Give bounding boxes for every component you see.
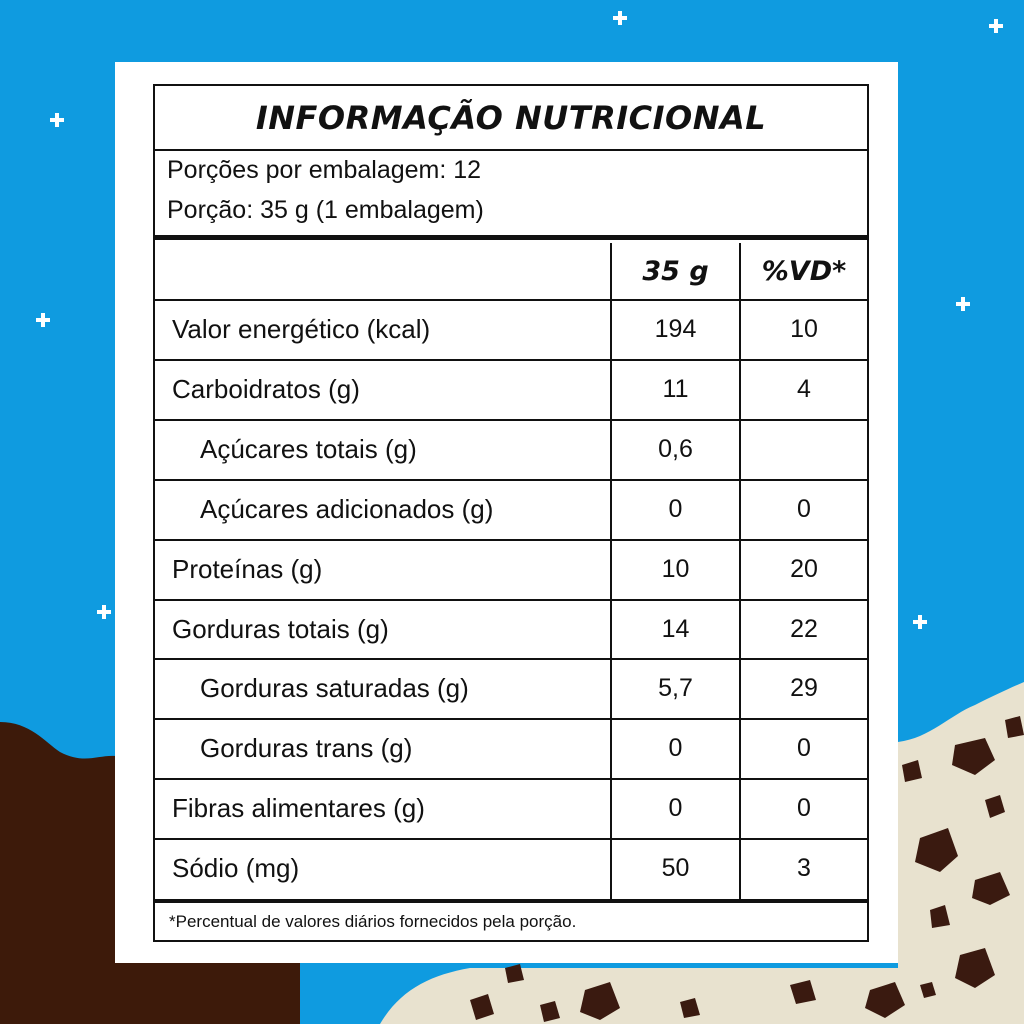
nutrient-name: Proteínas (g): [172, 553, 323, 584]
nutrient-row: [155, 658, 867, 718]
nutrient-daily-value: [741, 421, 867, 478]
nutrient-amount: 11: [662, 374, 689, 403]
column-header-amount: 35 g: [642, 255, 709, 287]
nutrient-amount: 5,7: [658, 674, 693, 703]
nutrient-daily-value: 3: [797, 854, 811, 883]
nutrient-row: [155, 539, 867, 599]
nutrient-daily-value: 4: [797, 374, 811, 403]
nutrient-daily-value: 29: [790, 674, 818, 703]
nutrient-name: Gorduras trans (g): [200, 733, 413, 764]
nutrient-name: Açúcares adicionados (g): [200, 493, 494, 524]
servings-per-package: Porções por embalagem: 12: [167, 156, 482, 184]
nutrient-row: [155, 718, 867, 778]
nutrient-row: [155, 599, 867, 659]
nutrient-amount: 0: [668, 794, 683, 823]
nutrient-name: Gorduras saturadas (g): [200, 673, 469, 704]
nutrient-name: Gorduras totais (g): [172, 613, 389, 644]
nutrient-daily-value: 22: [790, 614, 818, 643]
nutrient-row: [155, 838, 867, 898]
nutrient-amount: 50: [661, 854, 690, 883]
serving-info: [167, 150, 847, 230]
nutrient-name: Fibras alimentares (g): [172, 793, 425, 824]
nutrient-name: Açúcares totais (g): [200, 433, 417, 464]
nutrient-daily-value: 0: [797, 794, 811, 823]
nutrient-name: Valor energético (kcal): [172, 314, 431, 344]
nutrient-name: Carboidratos (g): [172, 373, 360, 404]
nutrient-row: [155, 419, 867, 479]
nutrient-amount: 0,6: [658, 434, 693, 463]
column-header-dv: %VD*: [761, 255, 847, 287]
nutrient-daily-value: 20: [790, 554, 818, 583]
nutrient-amount: 14: [661, 614, 690, 643]
nutrient-row: [155, 359, 867, 419]
nutrient-amount: 0: [668, 734, 683, 763]
nutrient-row: [155, 299, 867, 359]
nutrient-row: [155, 479, 867, 539]
nutrient-name: Sódio (mg): [172, 853, 300, 884]
nutrient-daily-value: 10: [790, 315, 818, 343]
nutrient-daily-value: 0: [797, 494, 811, 523]
nutrition-facts-panel: [153, 84, 869, 942]
thick-divider: [155, 235, 867, 240]
nutrient-amount: 0: [668, 494, 683, 523]
nutrient-daily-value: 0: [797, 734, 811, 763]
serving-size: Porção: 35 g (1 embalagem): [167, 196, 484, 224]
nutrition-card: [115, 62, 898, 963]
nutrient-amount: 194: [654, 315, 697, 343]
footnote: *Percentual de valores diários fornecidos pela porção.: [169, 912, 577, 931]
nutrient-row: [155, 778, 867, 838]
panel-title: INFORMAÇÃO NUTRICIONAL: [155, 86, 867, 151]
nutrient-amount: 10: [661, 554, 690, 583]
